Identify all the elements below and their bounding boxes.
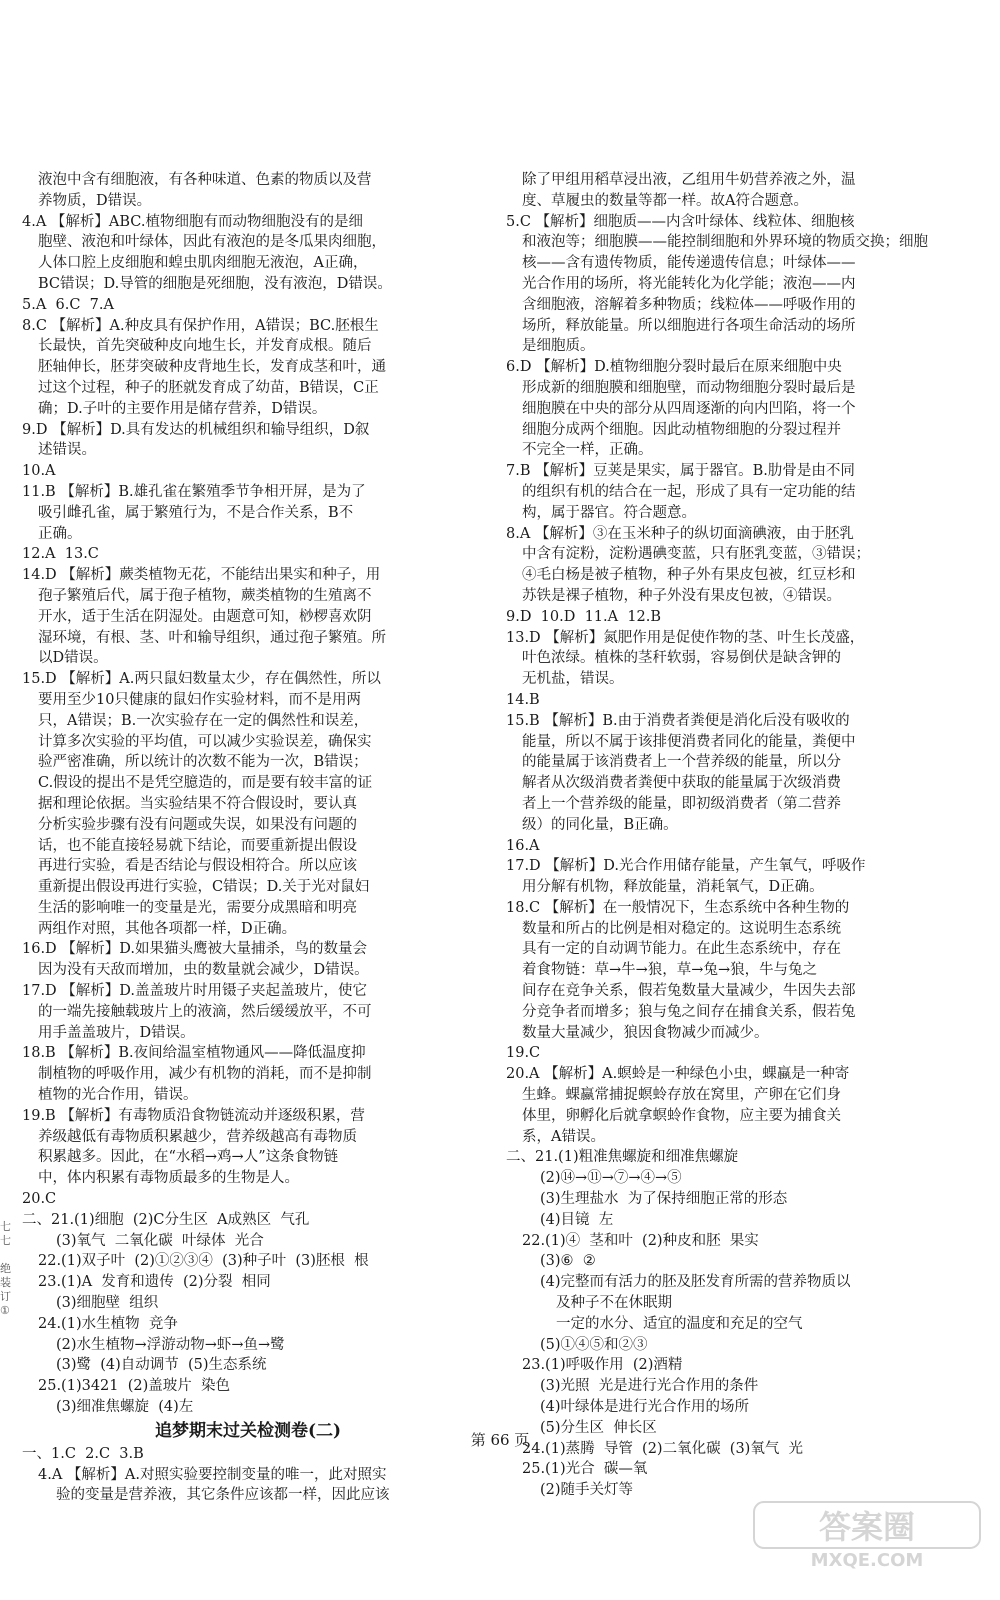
text-line: 构，属于器官。符合题意。	[522, 504, 696, 521]
text-line: 20.C	[22, 1191, 57, 1208]
margin-mark: 绝	[0, 1262, 11, 1275]
margin-mark: 装	[0, 1276, 11, 1289]
text-line: 验严密准确，所以统计的次数不能为一次，B错误；	[38, 754, 368, 771]
text-line: 以D错误。	[38, 650, 108, 667]
text-line: 一定的水分、适宜的温度和充足的空气	[556, 1315, 803, 1332]
text-line: (3)鹭 (4)自动调节 (5)生态系统	[56, 1357, 267, 1374]
text-line: (2)随手关灯等	[540, 1482, 634, 1499]
text-line: 细胞膜在中央的部分从四周逐渐的向内凹陷，将一个	[522, 400, 856, 417]
text-line: (5)分生区 伸长区	[540, 1419, 657, 1436]
text-line: 再进行实验，看是否结论与假设相符合。所以应该	[38, 858, 357, 875]
text-line: (3)光照 光是进行光合作用的条件	[540, 1378, 759, 1395]
text-line: 场所，释放能量。所以细胞进行各项生命活动的场所	[522, 317, 856, 334]
text-line: ④毛白杨是被子植物，种子外有果皮包被，红豆杉和	[522, 567, 856, 584]
text-line: 级）的同化量，B正确。	[522, 816, 678, 833]
text-line: 验的变量是营养液，其它条件应该都一样，因此应该	[56, 1487, 390, 1504]
text-line: 养级越低有毒物质积累越少，营养级越高有毒物质	[38, 1128, 357, 1145]
text-line: 苏铁是裸子植物，种子外没有果皮包被，④错误。	[522, 587, 841, 604]
watermark-text-en: MXQE.COM	[810, 1550, 924, 1570]
left-column	[22, 170, 474, 1506]
text-line: 24.(1)水生植物 竞争	[38, 1315, 178, 1332]
text-line: 20.A 【解析】A.螟蛉是一种绿色小虫，蜾蠃是一种寄	[506, 1066, 850, 1083]
text-line: (3)细准焦螺旋 (4)左	[56, 1399, 194, 1416]
text-line: 16.D 【解析】D.如果猫头鹰被大量捕杀，鸟的数量会	[22, 941, 368, 958]
text-line: 生活的影响唯一的变量是光，需要分成黑暗和明亮	[38, 899, 357, 916]
watermark-logo	[752, 1500, 982, 1570]
text-line: 分析实验步骤有没有问题或失误，如果没有问题的	[38, 816, 357, 833]
text-line: 22.(1)④ 茎和叶 (2)种皮和胚 果实	[522, 1232, 759, 1249]
text-line: 孢子繁殖后代，属于孢子植物，蕨类植物的生殖离不	[38, 587, 372, 604]
text-line: 17.D 【解析】D.光合作用储存能量，产生氧气，呼吸作	[506, 858, 866, 875]
text-line: (3)氧气 二氧化碳 叶绿体 光合	[56, 1232, 264, 1249]
text-line: 只，A错误；B.一次实验存在一定的偶然性和误差，	[38, 712, 369, 729]
margin-mark: 七	[0, 1234, 11, 1247]
text-line: 及种子不在休眠期	[556, 1295, 672, 1312]
margin-mark: 订	[0, 1290, 11, 1303]
text-line: 长最快，首先突破种皮向地生长，并发育成根。随后	[38, 338, 372, 355]
text-line: 5.C 【解析】细胞质——内含叶绿体、线粒体、细胞核	[506, 213, 855, 230]
text-line: BC错误；D.导管的细胞是死细胞，没有液泡，D错误。	[38, 275, 392, 292]
text-line: 开水，适于生活在阴湿处。由题意可知，桫椤喜欢阴	[38, 608, 372, 625]
text-line: 13.D 【解析】氮肥作用是促使作物的茎、叶生长茂盛，	[506, 629, 865, 646]
text-line: 间存在竞争关系，假若兔数量大量减少，牛因失去部	[522, 983, 856, 1000]
page-number: 第 66 页	[470, 1431, 530, 1449]
text-line: 17.D 【解析】D.盖盖玻片时用镊子夹起盖玻片，使它	[22, 983, 368, 1000]
text-line: 15.B 【解析】B.由于消费者粪便是消化后没有吸收的	[506, 712, 850, 729]
text-line: 含细胞液，溶解着多种物质；线粒体——呼吸作用的	[522, 296, 856, 313]
text-line: 14.D 【解析】蕨类植物无花，不能结出果实和种子，用	[22, 567, 381, 584]
text-line: 22.(1)双子叶 (2)①②③④ (3)种子叶 (3)胚根 根	[38, 1253, 369, 1270]
text-line: 23.(1)呼吸作用 (2)酒精	[522, 1357, 683, 1374]
text-line: 二、21.(1)粗准焦螺旋和细准焦螺旋	[506, 1149, 739, 1166]
text-line: 积累越多。因此，在“水稻→鸡→人”这条食物链	[38, 1149, 339, 1166]
text-line: 9.D 10.D 11.A 12.B	[506, 608, 662, 625]
text-line: (4)完整而有活力的胚及胚发育所需的营养物质以	[540, 1274, 851, 1291]
text-line: 核——含有遗传物质，能传递遗传信息；叶绿体——	[522, 255, 856, 272]
text-line: 确；D.子叶的主要作用是储存营养，D错误。	[38, 400, 327, 417]
text-line: 19.B 【解析】有毒物质沿食物链流动并逐级积累，营	[22, 1107, 365, 1124]
text-line: 中含有淀粉，淀粉遇碘变蓝，只有胚乳变蓝，③错误；	[522, 546, 870, 563]
text-line: 计算多次实验的平均值，可以减少实验误差，确保实	[38, 733, 372, 750]
text-line: (4)目镜 左	[540, 1211, 614, 1228]
text-line: 的组织有机的结合在一起，形成了具有一定功能的结	[522, 483, 856, 500]
section-title: 追梦期末过关检测卷(二)	[154, 1420, 342, 1441]
text-line: 制植物的呼吸作用，减少有机物的消耗，而不是抑制	[38, 1066, 372, 1083]
margin-mark: 七	[0, 1220, 11, 1233]
text-line: 着食物链：草→牛→狼，草→兔→狼，牛与兔之	[522, 962, 818, 979]
text-line: 和液泡等；细胞膜——能控制细胞和外界环境的物质交换；细胞	[522, 234, 928, 251]
text-line: 一、1.C 2.C 3.B	[22, 1445, 144, 1462]
text-line: 胚轴伸长，胚芽突破种皮背地生长，发育成茎和叶，通	[38, 359, 386, 376]
text-line: 湿环境，有根、茎、叶和输导组织，通过孢子繁殖。所	[38, 629, 386, 646]
text-line: 4.A 【解析】A.对照实验要控制变量的唯一，此对照实	[38, 1466, 387, 1483]
text-line: 19.C	[506, 1045, 541, 1062]
text-line: 植物的光合作用，错误。	[38, 1087, 198, 1104]
text-line: 18.C 【解析】在一般情况下，生态系统中各种生物的	[506, 899, 850, 916]
text-line: (3)⑥ ②	[540, 1253, 596, 1270]
text-line: 8.A 【解析】③在玉米种子的纵切面滴碘液，由于胚乳	[506, 525, 854, 542]
text-line: 养物质，D错误。	[38, 192, 152, 209]
text-line: 据和理论依据。当实验结果不符合假设时，要认真	[38, 795, 357, 812]
text-line: 分竞争者而增多；狼与兔之间存在捕食关系，假若兔	[522, 1003, 856, 1020]
text-line: 用分解有机物，释放能量，消耗氧气，D正确。	[522, 879, 824, 896]
text-line: 细胞分成两个细胞。因此动植物细胞的分裂过程并	[522, 421, 841, 438]
text-line: 重新提出假设再进行实验，C错误；D.关于光对鼠妇	[38, 879, 370, 896]
text-line: 23.(1)A 发育和遗传 (2)分裂 相同	[38, 1274, 271, 1291]
text-line: (4)叶绿体是进行光合作用的场所	[540, 1399, 750, 1416]
text-line: 6.D 【解析】D.植物细胞分裂时最后在原来细胞中央	[506, 359, 842, 376]
text-line: 能量，所以不属于该排便消费者同化的能量，粪便中	[522, 733, 856, 750]
text-line: 人体口腔上皮细胞和蝗虫肌肉细胞无液泡，A正确，	[38, 255, 368, 272]
text-line: 二、21.(1)细胞 (2)C分生区 A成熟区 气孔	[22, 1211, 310, 1228]
text-line: 24.(1)蒸腾 导管 (2)二氧化碳 (3)氧气 光	[522, 1440, 804, 1457]
text-line: 体里，卵孵化后就拿螟蛉作食物，应主要为捕食关	[522, 1107, 841, 1124]
text-line: 8.C 【解析】A.种皮具有保护作用，A错误；BC.胚根生	[22, 317, 379, 334]
text-line: 中，体内积累有毒物质最多的生物是人。	[38, 1170, 299, 1187]
text-line: 两组作对照，其他各项都一样，D正确。	[38, 920, 297, 937]
text-line: 形成新的细胞膜和细胞壁，而动物细胞分裂时最后是	[522, 379, 856, 396]
text-line: 胞壁、液泡和叶绿体，因此有液泡的是冬瓜果肉细胞，	[38, 234, 386, 251]
text-line: 用手盖盖玻片，D错误。	[38, 1024, 195, 1041]
margin-mark: ①	[0, 1304, 10, 1317]
text-line: 16.A	[506, 837, 540, 854]
text-line: (2)⑭→⑪→⑦→④→⑤	[540, 1170, 682, 1187]
text-line: (3)生理盐水 为了保持细胞正常的形态	[540, 1191, 788, 1208]
text-line: 18.B 【解析】B.夜间给温室植物通风——降低温度抑	[22, 1045, 366, 1062]
text-line: 的一端先接触载玻片上的液滴，然后缓缓放平，不可	[38, 1003, 372, 1020]
text-line: 要用至少10只健康的鼠妇作实验材料，而不是用两	[38, 691, 361, 708]
text-line: 14.B	[506, 691, 540, 708]
text-line: 度、草履虫的数量等都一样。故A符合题意。	[522, 192, 808, 209]
text-line: 述错误。	[38, 442, 96, 459]
text-line: (2)水生植物→浮游动物→虾→鱼→鹭	[56, 1336, 285, 1353]
text-line: 叶色浓绿。植株的茎秆软弱，容易倒伏是缺含钾的	[522, 650, 841, 667]
text-line: 因为没有天敌而增加，虫的数量就会减少，D错误。	[38, 962, 369, 979]
text-line: 数量和所占的比例是相对稳定的。这说明生态系统	[522, 920, 841, 937]
text-line: 话，也不能直接轻易就下结论，而要重新提出假设	[38, 837, 357, 854]
text-line: 液泡中含有细胞液，有各种味道、色素的物质以及营	[38, 172, 372, 188]
text-line: 系，A错误。	[522, 1128, 605, 1145]
text-line: 11.B 【解析】B.雄孔雀在繁殖季节争相开屏，是为了	[22, 483, 366, 500]
text-line: 的能量属于该消费者上一个营养级的能量，所以分	[522, 754, 841, 771]
text-line: 5.A 6.C 7.A	[22, 296, 114, 313]
margin-mark	[0, 1248, 14, 1262]
binding-margin-marks	[0, 1220, 14, 1318]
text-line: 不完全一样，正确。	[522, 442, 653, 459]
text-line: 是细胞质。	[522, 338, 595, 355]
text-line: 光合作用的场所，将光能转化为化学能；液泡——内	[522, 275, 856, 292]
text-line: 7.B 【解析】豆荚是果实，属于器官。B.肋骨是由不同	[506, 463, 855, 480]
text-line: 15.D 【解析】A.两只鼠妇数量太少，存在偶然性，所以	[22, 671, 381, 688]
text-line: 解者从次级消费者粪便中获取的能量属于次级消费	[522, 775, 841, 792]
text-line: C.假设的提出不是凭空臆造的，而是要有较丰富的证	[38, 775, 373, 792]
text-line: 生蜂。蜾蠃常捕捉螟蛉存放在窝里，产卵在它们身	[522, 1087, 841, 1104]
text-line: 25.(1)光合 碳—氧	[522, 1461, 648, 1478]
text-line: 吸引雌孔雀，属于繁殖行为，不是合作关系，B不	[38, 504, 354, 521]
text-line: (3)细胞壁 组织	[56, 1295, 159, 1312]
text-line: 25.(1)3421 (2)盖玻片 染色	[38, 1378, 230, 1395]
text-line: 9.D 【解析】D.具有发达的机械组织和输导组织，D叙	[22, 421, 370, 438]
text-line: 12.A 13.C	[22, 546, 99, 563]
text-line: 数量大量减少，狼因食物减少而减少。	[522, 1024, 769, 1041]
text-line: 除了甲组用稻草浸出液，乙组用牛奶营养液之外，温	[522, 172, 856, 188]
text-line: 正确。	[38, 525, 82, 542]
text-line: 具有一定的自动调节能力。在此生态系统中，存在	[522, 941, 841, 958]
text-line: 4.A 【解析】ABC.植物细胞有而动物细胞没有的是细	[22, 213, 363, 230]
text-line: 10.A	[22, 463, 56, 480]
watermark-icon	[752, 1500, 982, 1570]
right-column	[506, 170, 958, 1501]
text-line: 无机盐，错误。	[522, 671, 624, 688]
text-line: 过这个过程，种子的胚就发育成了幼苗，B错误，C正	[38, 379, 379, 396]
text-line: (5)①④⑤和②③	[540, 1336, 648, 1353]
text-line: 者上一个营养级的能量，即初级消费者（第二营养	[522, 795, 841, 812]
watermark-text-cn: 答案圈	[818, 1508, 916, 1546]
